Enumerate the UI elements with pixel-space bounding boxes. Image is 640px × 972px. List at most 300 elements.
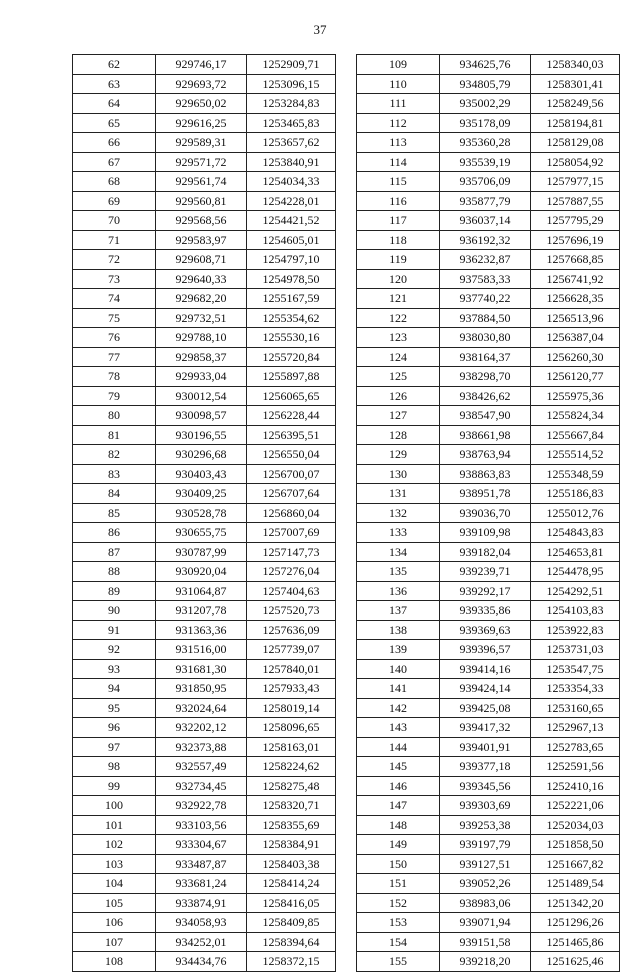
point-number-cell: 76 <box>73 328 156 348</box>
page-number: 37 <box>313 22 327 37</box>
y-coordinate-cell: 1255530,16 <box>247 328 336 348</box>
x-coordinate-cell: 938763,94 <box>440 445 531 465</box>
table-row <box>73 562 336 582</box>
point-number-cell: 136 <box>357 581 440 601</box>
point-number-cell: 86 <box>73 523 156 543</box>
table-row <box>357 152 620 172</box>
y-coordinate-cell: 1256550,04 <box>247 445 336 465</box>
point-number-cell: 120 <box>357 269 440 289</box>
point-number-cell: 137 <box>357 601 440 621</box>
x-coordinate-cell: 939197,79 <box>440 835 531 855</box>
x-coordinate-cell: 939417,32 <box>440 718 531 738</box>
x-coordinate-cell: 938164,37 <box>440 347 531 367</box>
point-number-cell: 113 <box>357 133 440 153</box>
y-coordinate-cell: 1254103,83 <box>531 601 620 621</box>
x-coordinate-cell: 930787,99 <box>156 542 247 562</box>
table-row <box>357 94 620 114</box>
x-coordinate-cell: 929608,71 <box>156 250 247 270</box>
table-row <box>73 113 336 133</box>
table-row <box>357 191 620 211</box>
point-number-cell: 83 <box>73 464 156 484</box>
x-coordinate-cell: 929560,81 <box>156 191 247 211</box>
table-row <box>357 620 620 640</box>
table-row <box>73 523 336 543</box>
point-number-cell: 67 <box>73 152 156 172</box>
x-coordinate-cell: 939253,38 <box>440 815 531 835</box>
y-coordinate-cell: 1257739,07 <box>247 640 336 660</box>
x-coordinate-cell: 937884,50 <box>440 308 531 328</box>
y-coordinate-cell: 1257668,85 <box>531 250 620 270</box>
table-row <box>357 211 620 231</box>
x-coordinate-cell: 938983,06 <box>440 893 531 913</box>
x-coordinate-cell: 930655,75 <box>156 523 247 543</box>
point-number-cell: 104 <box>73 874 156 894</box>
y-coordinate-cell: 1253922,83 <box>531 620 620 640</box>
y-coordinate-cell: 1256228,44 <box>247 406 336 426</box>
point-number-cell: 118 <box>357 230 440 250</box>
x-coordinate-cell: 929732,51 <box>156 308 247 328</box>
x-coordinate-cell: 938298,70 <box>440 367 531 387</box>
point-number-cell: 107 <box>73 932 156 952</box>
table-row <box>73 835 336 855</box>
y-coordinate-cell: 1255354,62 <box>247 308 336 328</box>
y-coordinate-cell: 1258129,08 <box>531 133 620 153</box>
x-coordinate-cell: 937740,22 <box>440 289 531 309</box>
y-coordinate-cell: 1256513,96 <box>531 308 620 328</box>
point-number-cell: 126 <box>357 386 440 406</box>
y-coordinate-cell: 1255514,52 <box>531 445 620 465</box>
y-coordinate-cell: 1258394,64 <box>247 932 336 952</box>
table-row <box>357 835 620 855</box>
table-row <box>73 269 336 289</box>
table-row <box>357 562 620 582</box>
table-row <box>73 757 336 777</box>
table-row <box>357 55 620 75</box>
y-coordinate-cell: 1254978,50 <box>247 269 336 289</box>
point-number-cell: 102 <box>73 835 156 855</box>
y-coordinate-cell: 1257007,69 <box>247 523 336 543</box>
table-row <box>357 133 620 153</box>
y-coordinate-cell: 1258275,48 <box>247 776 336 796</box>
table-row <box>357 640 620 660</box>
y-coordinate-cell: 1258320,71 <box>247 796 336 816</box>
point-number-cell: 127 <box>357 406 440 426</box>
point-number-cell: 117 <box>357 211 440 231</box>
table-row <box>73 484 336 504</box>
point-number-cell: 106 <box>73 913 156 933</box>
table-row <box>73 133 336 153</box>
y-coordinate-cell: 1253731,03 <box>531 640 620 660</box>
table-row <box>73 542 336 562</box>
x-coordinate-cell: 939239,71 <box>440 562 531 582</box>
x-coordinate-cell: 935002,29 <box>440 94 531 114</box>
x-coordinate-cell: 939396,57 <box>440 640 531 660</box>
point-number-cell: 100 <box>73 796 156 816</box>
x-coordinate-cell: 931850,95 <box>156 679 247 699</box>
point-number-cell: 149 <box>357 835 440 855</box>
point-number-cell: 130 <box>357 464 440 484</box>
point-number-cell: 71 <box>73 230 156 250</box>
y-coordinate-cell: 1255186,83 <box>531 484 620 504</box>
y-coordinate-cell: 1258403,38 <box>247 854 336 874</box>
y-coordinate-cell: 1254797,10 <box>247 250 336 270</box>
y-coordinate-cell: 1253284,83 <box>247 94 336 114</box>
x-coordinate-cell: 931064,87 <box>156 581 247 601</box>
y-coordinate-cell: 1256700,07 <box>247 464 336 484</box>
x-coordinate-cell: 929788,10 <box>156 328 247 348</box>
point-number-cell: 131 <box>357 484 440 504</box>
point-number-cell: 62 <box>73 55 156 75</box>
table-row <box>357 289 620 309</box>
x-coordinate-cell: 939071,94 <box>440 913 531 933</box>
point-number-cell: 110 <box>357 74 440 94</box>
table-row <box>73 347 336 367</box>
x-coordinate-cell: 938426,62 <box>440 386 531 406</box>
x-coordinate-cell: 933874,91 <box>156 893 247 913</box>
point-number-cell: 129 <box>357 445 440 465</box>
point-number-cell: 74 <box>73 289 156 309</box>
point-number-cell: 123 <box>357 328 440 348</box>
table-row <box>73 796 336 816</box>
point-number-cell: 111 <box>357 94 440 114</box>
x-coordinate-cell: 933487,87 <box>156 854 247 874</box>
y-coordinate-cell: 1256628,35 <box>531 289 620 309</box>
table-row <box>357 445 620 465</box>
x-coordinate-cell: 934805,79 <box>440 74 531 94</box>
point-number-cell: 91 <box>73 620 156 640</box>
point-number-cell: 96 <box>73 718 156 738</box>
y-coordinate-cell: 1257404,63 <box>247 581 336 601</box>
point-number-cell: 124 <box>357 347 440 367</box>
table-row <box>357 484 620 504</box>
table-row <box>73 191 336 211</box>
y-coordinate-cell: 1254292,51 <box>531 581 620 601</box>
table-row <box>357 269 620 289</box>
table-row <box>73 854 336 874</box>
point-number-cell: 93 <box>73 659 156 679</box>
x-coordinate-cell: 939127,51 <box>440 854 531 874</box>
table-row <box>357 679 620 699</box>
table-row <box>73 74 336 94</box>
y-coordinate-cell: 1257696,19 <box>531 230 620 250</box>
table-row <box>73 425 336 445</box>
y-coordinate-cell: 1255012,76 <box>531 503 620 523</box>
x-coordinate-cell: 933304,67 <box>156 835 247 855</box>
point-number-cell: 135 <box>357 562 440 582</box>
y-coordinate-cell: 1258194,81 <box>531 113 620 133</box>
x-coordinate-cell: 939292,17 <box>440 581 531 601</box>
y-coordinate-cell: 1253547,75 <box>531 659 620 679</box>
point-number-cell: 89 <box>73 581 156 601</box>
point-number-cell: 153 <box>357 913 440 933</box>
point-number-cell: 146 <box>357 776 440 796</box>
point-number-cell: 94 <box>73 679 156 699</box>
x-coordinate-cell: 939425,08 <box>440 698 531 718</box>
point-number-cell: 134 <box>357 542 440 562</box>
y-coordinate-cell: 1251296,26 <box>531 913 620 933</box>
y-coordinate-cell: 1253096,15 <box>247 74 336 94</box>
point-number-cell: 145 <box>357 757 440 777</box>
x-coordinate-cell: 939424,14 <box>440 679 531 699</box>
table-row <box>357 425 620 445</box>
point-number-cell: 101 <box>73 815 156 835</box>
x-coordinate-cell: 929561,74 <box>156 172 247 192</box>
x-coordinate-cell: 931363,36 <box>156 620 247 640</box>
point-number-cell: 142 <box>357 698 440 718</box>
table-row <box>357 913 620 933</box>
x-coordinate-cell: 939109,98 <box>440 523 531 543</box>
y-coordinate-cell: 1254843,83 <box>531 523 620 543</box>
table-row <box>357 503 620 523</box>
point-number-cell: 73 <box>73 269 156 289</box>
x-coordinate-cell: 935877,79 <box>440 191 531 211</box>
table-row <box>73 445 336 465</box>
coordinates-table-right <box>356 54 620 972</box>
x-coordinate-cell: 935178,09 <box>440 113 531 133</box>
table-row <box>357 250 620 270</box>
table-row <box>357 113 620 133</box>
y-coordinate-cell: 1258163,01 <box>247 737 336 757</box>
table-row <box>357 757 620 777</box>
x-coordinate-cell: 939218,20 <box>440 952 531 972</box>
x-coordinate-cell: 929746,17 <box>156 55 247 75</box>
x-coordinate-cell: 932922,78 <box>156 796 247 816</box>
y-coordinate-cell: 1258224,62 <box>247 757 336 777</box>
y-coordinate-cell: 1258384,91 <box>247 835 336 855</box>
point-number-cell: 68 <box>73 172 156 192</box>
y-coordinate-cell: 1257795,29 <box>531 211 620 231</box>
y-coordinate-cell: 1257887,55 <box>531 191 620 211</box>
x-coordinate-cell: 932373,88 <box>156 737 247 757</box>
x-coordinate-cell: 932024,64 <box>156 698 247 718</box>
y-coordinate-cell: 1258414,24 <box>247 874 336 894</box>
table-row <box>73 932 336 952</box>
x-coordinate-cell: 939151,58 <box>440 932 531 952</box>
table-row <box>73 94 336 114</box>
point-number-cell: 147 <box>357 796 440 816</box>
table-row <box>73 952 336 972</box>
table-row <box>357 172 620 192</box>
table-row <box>73 718 336 738</box>
y-coordinate-cell: 1251489,54 <box>531 874 620 894</box>
table-row <box>73 601 336 621</box>
table-row <box>357 659 620 679</box>
y-coordinate-cell: 1252591,56 <box>531 757 620 777</box>
point-number-cell: 84 <box>73 484 156 504</box>
x-coordinate-cell: 934252,01 <box>156 932 247 952</box>
table-row <box>357 74 620 94</box>
point-number-cell: 66 <box>73 133 156 153</box>
x-coordinate-cell: 930296,68 <box>156 445 247 465</box>
table-row <box>73 328 336 348</box>
y-coordinate-cell: 1256707,64 <box>247 484 336 504</box>
x-coordinate-cell: 932734,45 <box>156 776 247 796</box>
table-row <box>357 796 620 816</box>
y-coordinate-cell: 1252221,06 <box>531 796 620 816</box>
point-number-cell: 140 <box>357 659 440 679</box>
table-row <box>73 776 336 796</box>
y-coordinate-cell: 1257977,15 <box>531 172 620 192</box>
y-coordinate-cell: 1258355,69 <box>247 815 336 835</box>
point-number-cell: 98 <box>73 757 156 777</box>
table-row <box>73 913 336 933</box>
x-coordinate-cell: 933681,24 <box>156 874 247 894</box>
x-coordinate-cell: 930012,54 <box>156 386 247 406</box>
point-number-cell: 82 <box>73 445 156 465</box>
point-number-cell: 138 <box>357 620 440 640</box>
point-number-cell: 92 <box>73 640 156 660</box>
table-row <box>357 952 620 972</box>
x-coordinate-cell: 939036,70 <box>440 503 531 523</box>
x-coordinate-cell: 929858,37 <box>156 347 247 367</box>
y-coordinate-cell: 1251625,46 <box>531 952 620 972</box>
x-coordinate-cell: 936232,87 <box>440 250 531 270</box>
y-coordinate-cell: 1256395,51 <box>247 425 336 445</box>
x-coordinate-cell: 929616,25 <box>156 113 247 133</box>
point-number-cell: 121 <box>357 289 440 309</box>
point-number-cell: 87 <box>73 542 156 562</box>
table-row <box>73 698 336 718</box>
x-coordinate-cell: 938951,78 <box>440 484 531 504</box>
y-coordinate-cell: 1258249,56 <box>531 94 620 114</box>
table-row <box>73 250 336 270</box>
point-number-cell: 139 <box>357 640 440 660</box>
y-coordinate-cell: 1257276,04 <box>247 562 336 582</box>
y-coordinate-cell: 1252967,13 <box>531 718 620 738</box>
y-coordinate-cell: 1255897,88 <box>247 367 336 387</box>
table-row <box>357 581 620 601</box>
point-number-cell: 155 <box>357 952 440 972</box>
table-row <box>73 620 336 640</box>
y-coordinate-cell: 1254653,81 <box>531 542 620 562</box>
table-row <box>357 542 620 562</box>
point-number-cell: 65 <box>73 113 156 133</box>
point-number-cell: 105 <box>73 893 156 913</box>
y-coordinate-cell: 1252783,65 <box>531 737 620 757</box>
x-coordinate-cell: 939345,56 <box>440 776 531 796</box>
point-number-cell: 150 <box>357 854 440 874</box>
point-number-cell: 154 <box>357 932 440 952</box>
y-coordinate-cell: 1258054,92 <box>531 152 620 172</box>
y-coordinate-cell: 1255824,34 <box>531 406 620 426</box>
x-coordinate-cell: 930920,04 <box>156 562 247 582</box>
y-coordinate-cell: 1256387,04 <box>531 328 620 348</box>
x-coordinate-cell: 935539,19 <box>440 152 531 172</box>
y-coordinate-cell: 1252909,71 <box>247 55 336 75</box>
y-coordinate-cell: 1255720,84 <box>247 347 336 367</box>
x-coordinate-cell: 935360,28 <box>440 133 531 153</box>
point-number-cell: 90 <box>73 601 156 621</box>
table-row <box>73 893 336 913</box>
table-row <box>357 718 620 738</box>
x-coordinate-cell: 929568,56 <box>156 211 247 231</box>
point-number-cell: 85 <box>73 503 156 523</box>
table-row <box>73 230 336 250</box>
point-number-cell: 114 <box>357 152 440 172</box>
x-coordinate-cell: 934058,93 <box>156 913 247 933</box>
x-coordinate-cell: 929571,72 <box>156 152 247 172</box>
point-number-cell: 70 <box>73 211 156 231</box>
table-row <box>73 581 336 601</box>
x-coordinate-cell: 930098,57 <box>156 406 247 426</box>
coordinates-table-left <box>72 54 336 972</box>
table-row <box>357 854 620 874</box>
y-coordinate-cell: 1254478,95 <box>531 562 620 582</box>
x-coordinate-cell: 939377,18 <box>440 757 531 777</box>
point-number-cell: 80 <box>73 406 156 426</box>
point-number-cell: 122 <box>357 308 440 328</box>
y-coordinate-cell: 1258416,05 <box>247 893 336 913</box>
x-coordinate-cell: 938661,98 <box>440 425 531 445</box>
point-number-cell: 148 <box>357 815 440 835</box>
x-coordinate-cell: 930196,55 <box>156 425 247 445</box>
x-coordinate-cell: 939182,04 <box>440 542 531 562</box>
x-coordinate-cell: 932202,12 <box>156 718 247 738</box>
x-coordinate-cell: 929933,04 <box>156 367 247 387</box>
x-coordinate-cell: 937583,33 <box>440 269 531 289</box>
table-row <box>73 367 336 387</box>
table-row <box>357 932 620 952</box>
x-coordinate-cell: 939052,26 <box>440 874 531 894</box>
x-coordinate-cell: 939335,86 <box>440 601 531 621</box>
point-number-cell: 132 <box>357 503 440 523</box>
y-coordinate-cell: 1258096,65 <box>247 718 336 738</box>
point-number-cell: 97 <box>73 737 156 757</box>
x-coordinate-cell: 930403,43 <box>156 464 247 484</box>
x-coordinate-cell: 934434,76 <box>156 952 247 972</box>
table-row <box>357 523 620 543</box>
point-number-cell: 152 <box>357 893 440 913</box>
y-coordinate-cell: 1251342,20 <box>531 893 620 913</box>
y-coordinate-cell: 1253465,83 <box>247 113 336 133</box>
x-coordinate-cell: 929693,72 <box>156 74 247 94</box>
point-number-cell: 115 <box>357 172 440 192</box>
point-number-cell: 72 <box>73 250 156 270</box>
y-coordinate-cell: 1254228,01 <box>247 191 336 211</box>
x-coordinate-cell: 938547,90 <box>440 406 531 426</box>
point-number-cell: 109 <box>357 55 440 75</box>
y-coordinate-cell: 1256741,92 <box>531 269 620 289</box>
table-row <box>357 698 620 718</box>
x-coordinate-cell: 936192,32 <box>440 230 531 250</box>
table-row <box>73 406 336 426</box>
x-coordinate-cell: 930528,78 <box>156 503 247 523</box>
y-coordinate-cell: 1252410,16 <box>531 776 620 796</box>
y-coordinate-cell: 1258340,03 <box>531 55 620 75</box>
point-number-cell: 99 <box>73 776 156 796</box>
table-row <box>73 874 336 894</box>
x-coordinate-cell: 936037,14 <box>440 211 531 231</box>
x-coordinate-cell: 932557,49 <box>156 757 247 777</box>
y-coordinate-cell: 1256065,65 <box>247 386 336 406</box>
table-row <box>357 367 620 387</box>
table-row <box>73 659 336 679</box>
table-row <box>73 55 336 75</box>
point-number-cell: 69 <box>73 191 156 211</box>
point-number-cell: 63 <box>73 74 156 94</box>
table-row <box>357 601 620 621</box>
point-number-cell: 75 <box>73 308 156 328</box>
point-number-cell: 141 <box>357 679 440 699</box>
point-number-cell: 64 <box>73 94 156 114</box>
point-number-cell: 119 <box>357 250 440 270</box>
x-coordinate-cell: 938863,83 <box>440 464 531 484</box>
y-coordinate-cell: 1254421,52 <box>247 211 336 231</box>
x-coordinate-cell: 930409,25 <box>156 484 247 504</box>
x-coordinate-cell: 935706,09 <box>440 172 531 192</box>
table-row <box>73 815 336 835</box>
point-number-cell: 116 <box>357 191 440 211</box>
